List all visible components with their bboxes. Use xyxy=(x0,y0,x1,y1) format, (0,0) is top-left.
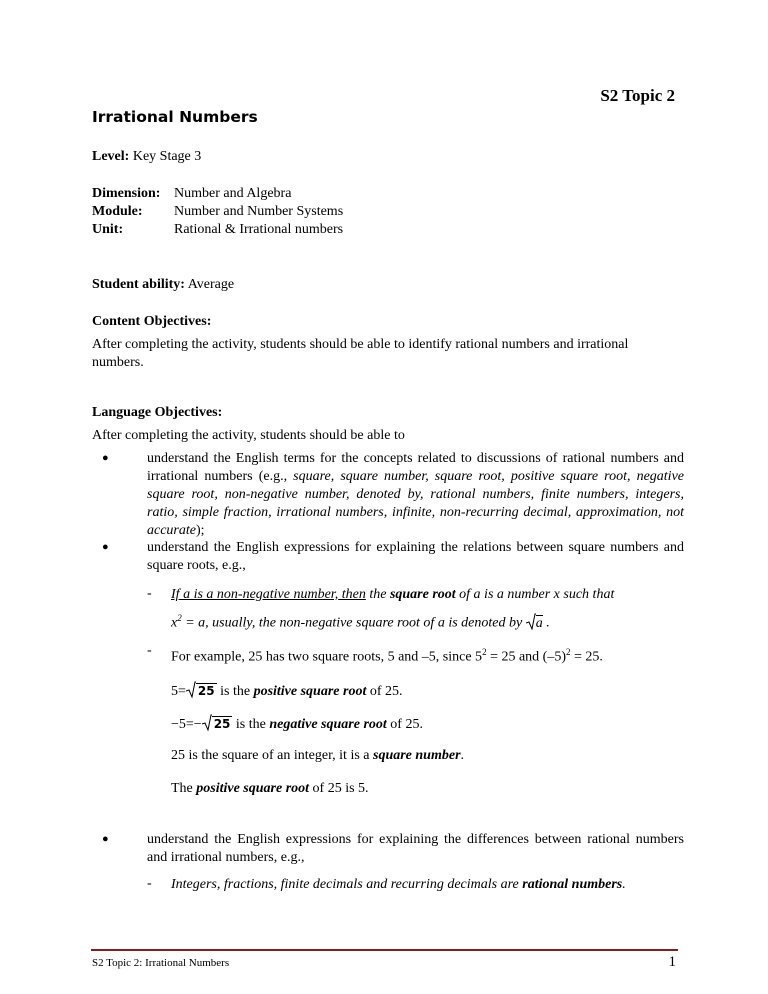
example-part: = 25. xyxy=(570,649,603,665)
then-word: then xyxy=(338,587,366,602)
level-label: Level: xyxy=(92,149,130,164)
dimension-label: Dimension: xyxy=(92,186,161,201)
def-part: x xyxy=(171,615,178,631)
unit-label: Unit: xyxy=(92,222,124,237)
example-part: is the xyxy=(232,717,270,732)
module-label: Module: xyxy=(92,204,143,219)
unit-value: Rational & Irrational numbers xyxy=(174,222,344,237)
content-objectives-heading: Content Objectives: xyxy=(92,314,212,329)
example-line xyxy=(171,643,603,667)
example-part: of 25. xyxy=(366,684,403,699)
square-number-term: square number xyxy=(373,748,461,763)
bullet-terms-end: ); xyxy=(195,523,205,538)
example-part: −5=− xyxy=(171,717,202,732)
positive-square-root-term: positive square root xyxy=(196,781,310,796)
square-number-line xyxy=(171,747,464,765)
bullet-dot: ● xyxy=(102,452,109,464)
dimension-value: Number and Algebra xyxy=(174,186,292,201)
square-root-term: square root xyxy=(389,587,456,602)
ability-value: Average xyxy=(187,277,235,292)
negative-square-root-term: negative square root xyxy=(269,717,387,732)
bullet-terms xyxy=(147,450,684,540)
example-part: The xyxy=(171,781,197,796)
definition-line-2 xyxy=(171,609,550,636)
superscript: 2 xyxy=(566,647,571,657)
def-part: the xyxy=(365,587,390,602)
page-number: 1 xyxy=(668,954,676,970)
superscript: 2 xyxy=(177,613,182,623)
sqrt-radicand: 25 xyxy=(197,684,215,698)
language-objectives-intro: After completing the activity, students should be able to xyxy=(92,428,405,443)
sqrt-symbol-icon xyxy=(526,613,536,636)
sqrt-symbol-icon xyxy=(202,714,212,737)
example-part: . xyxy=(622,877,626,892)
example-part: . xyxy=(460,748,465,763)
level-value: Key Stage 3 xyxy=(132,149,202,164)
def-part: a is a non-negative number, xyxy=(179,587,339,602)
example-part: of 25 is 5. xyxy=(309,781,369,796)
topic-label: S2 Topic 2 xyxy=(600,86,675,105)
example-part: is the xyxy=(216,684,254,699)
negative-root-line xyxy=(171,714,423,737)
content-objectives-text: After completing the activity, students should be able to identify rational numbers and irrational numbers. xyxy=(92,337,629,370)
footer-divider xyxy=(91,949,678,951)
level-line xyxy=(92,148,201,166)
example-part: of 25. xyxy=(386,717,423,732)
def-part: . xyxy=(542,615,550,631)
unit-row xyxy=(92,221,343,239)
rational-numbers-term: rational numbers xyxy=(522,877,623,892)
def-part: = a, usually, the non-negative square root of a is denoted by xyxy=(181,615,526,631)
example-part: 5= xyxy=(171,684,186,699)
bullet-dot: ● xyxy=(102,833,109,845)
module-value: Number and Number Systems xyxy=(174,204,344,219)
positive-root-statement xyxy=(171,780,369,798)
ability-line xyxy=(92,276,234,294)
dimension-row xyxy=(92,185,343,203)
rational-definition-line xyxy=(171,876,626,894)
footer-title: S2 Topic 2: Irrational Numbers xyxy=(92,957,230,969)
example-part: Integers, fractions, finite decimals and recurring decimals are xyxy=(171,877,523,892)
bullet-differences: understand the English expressions for explaining the differences between rational numbers and irrational numbers, e.g., xyxy=(147,832,684,865)
def-part: of a is a number x such that xyxy=(455,587,615,602)
ability-label: Student ability: xyxy=(92,277,185,292)
bullet-terms-lead: understand the English terms for the concepts related to discussions of rational numbers and irrational numbers (e.g., xyxy=(147,451,684,484)
example-part: For example, 25 has two square roots, 5 and –5, since 5 xyxy=(171,649,483,665)
language-objectives-heading: Language Objectives: xyxy=(92,405,223,420)
definition-line-1 xyxy=(171,586,614,604)
superscript: 2 xyxy=(482,647,487,657)
dash-marker: - xyxy=(147,643,152,658)
dash-marker: - xyxy=(147,876,152,891)
example-part: = 25 and (–5) xyxy=(486,649,566,665)
bullet-dot: ● xyxy=(102,541,109,553)
bullet-terms-list: square, square number, square root, positive square root, negative square root, non-negative number, denoted by, rational numbers, finite numbers, integers, ratio, simple fraction, irrational numbers, infinite, non-recurring decimal, approximation, not accurate xyxy=(147,469,685,538)
sqrt-radicand: 25 xyxy=(213,717,231,731)
module-row xyxy=(92,203,343,221)
if-word: If xyxy=(171,587,180,602)
page-title: Irrational Numbers xyxy=(92,108,258,126)
positive-square-root-term: positive square root xyxy=(253,684,367,699)
bullet-relations: understand the English expressions for explaining the relations between square numbers and square roots, e.g., xyxy=(147,540,684,573)
sqrt-symbol-icon xyxy=(186,681,196,704)
sqrt-radicand: a xyxy=(535,615,543,631)
dash-marker: - xyxy=(147,586,152,601)
example-part: 25 is the square of an integer, it is a xyxy=(171,748,373,763)
positive-root-line xyxy=(171,681,403,704)
meta-block xyxy=(92,185,343,239)
